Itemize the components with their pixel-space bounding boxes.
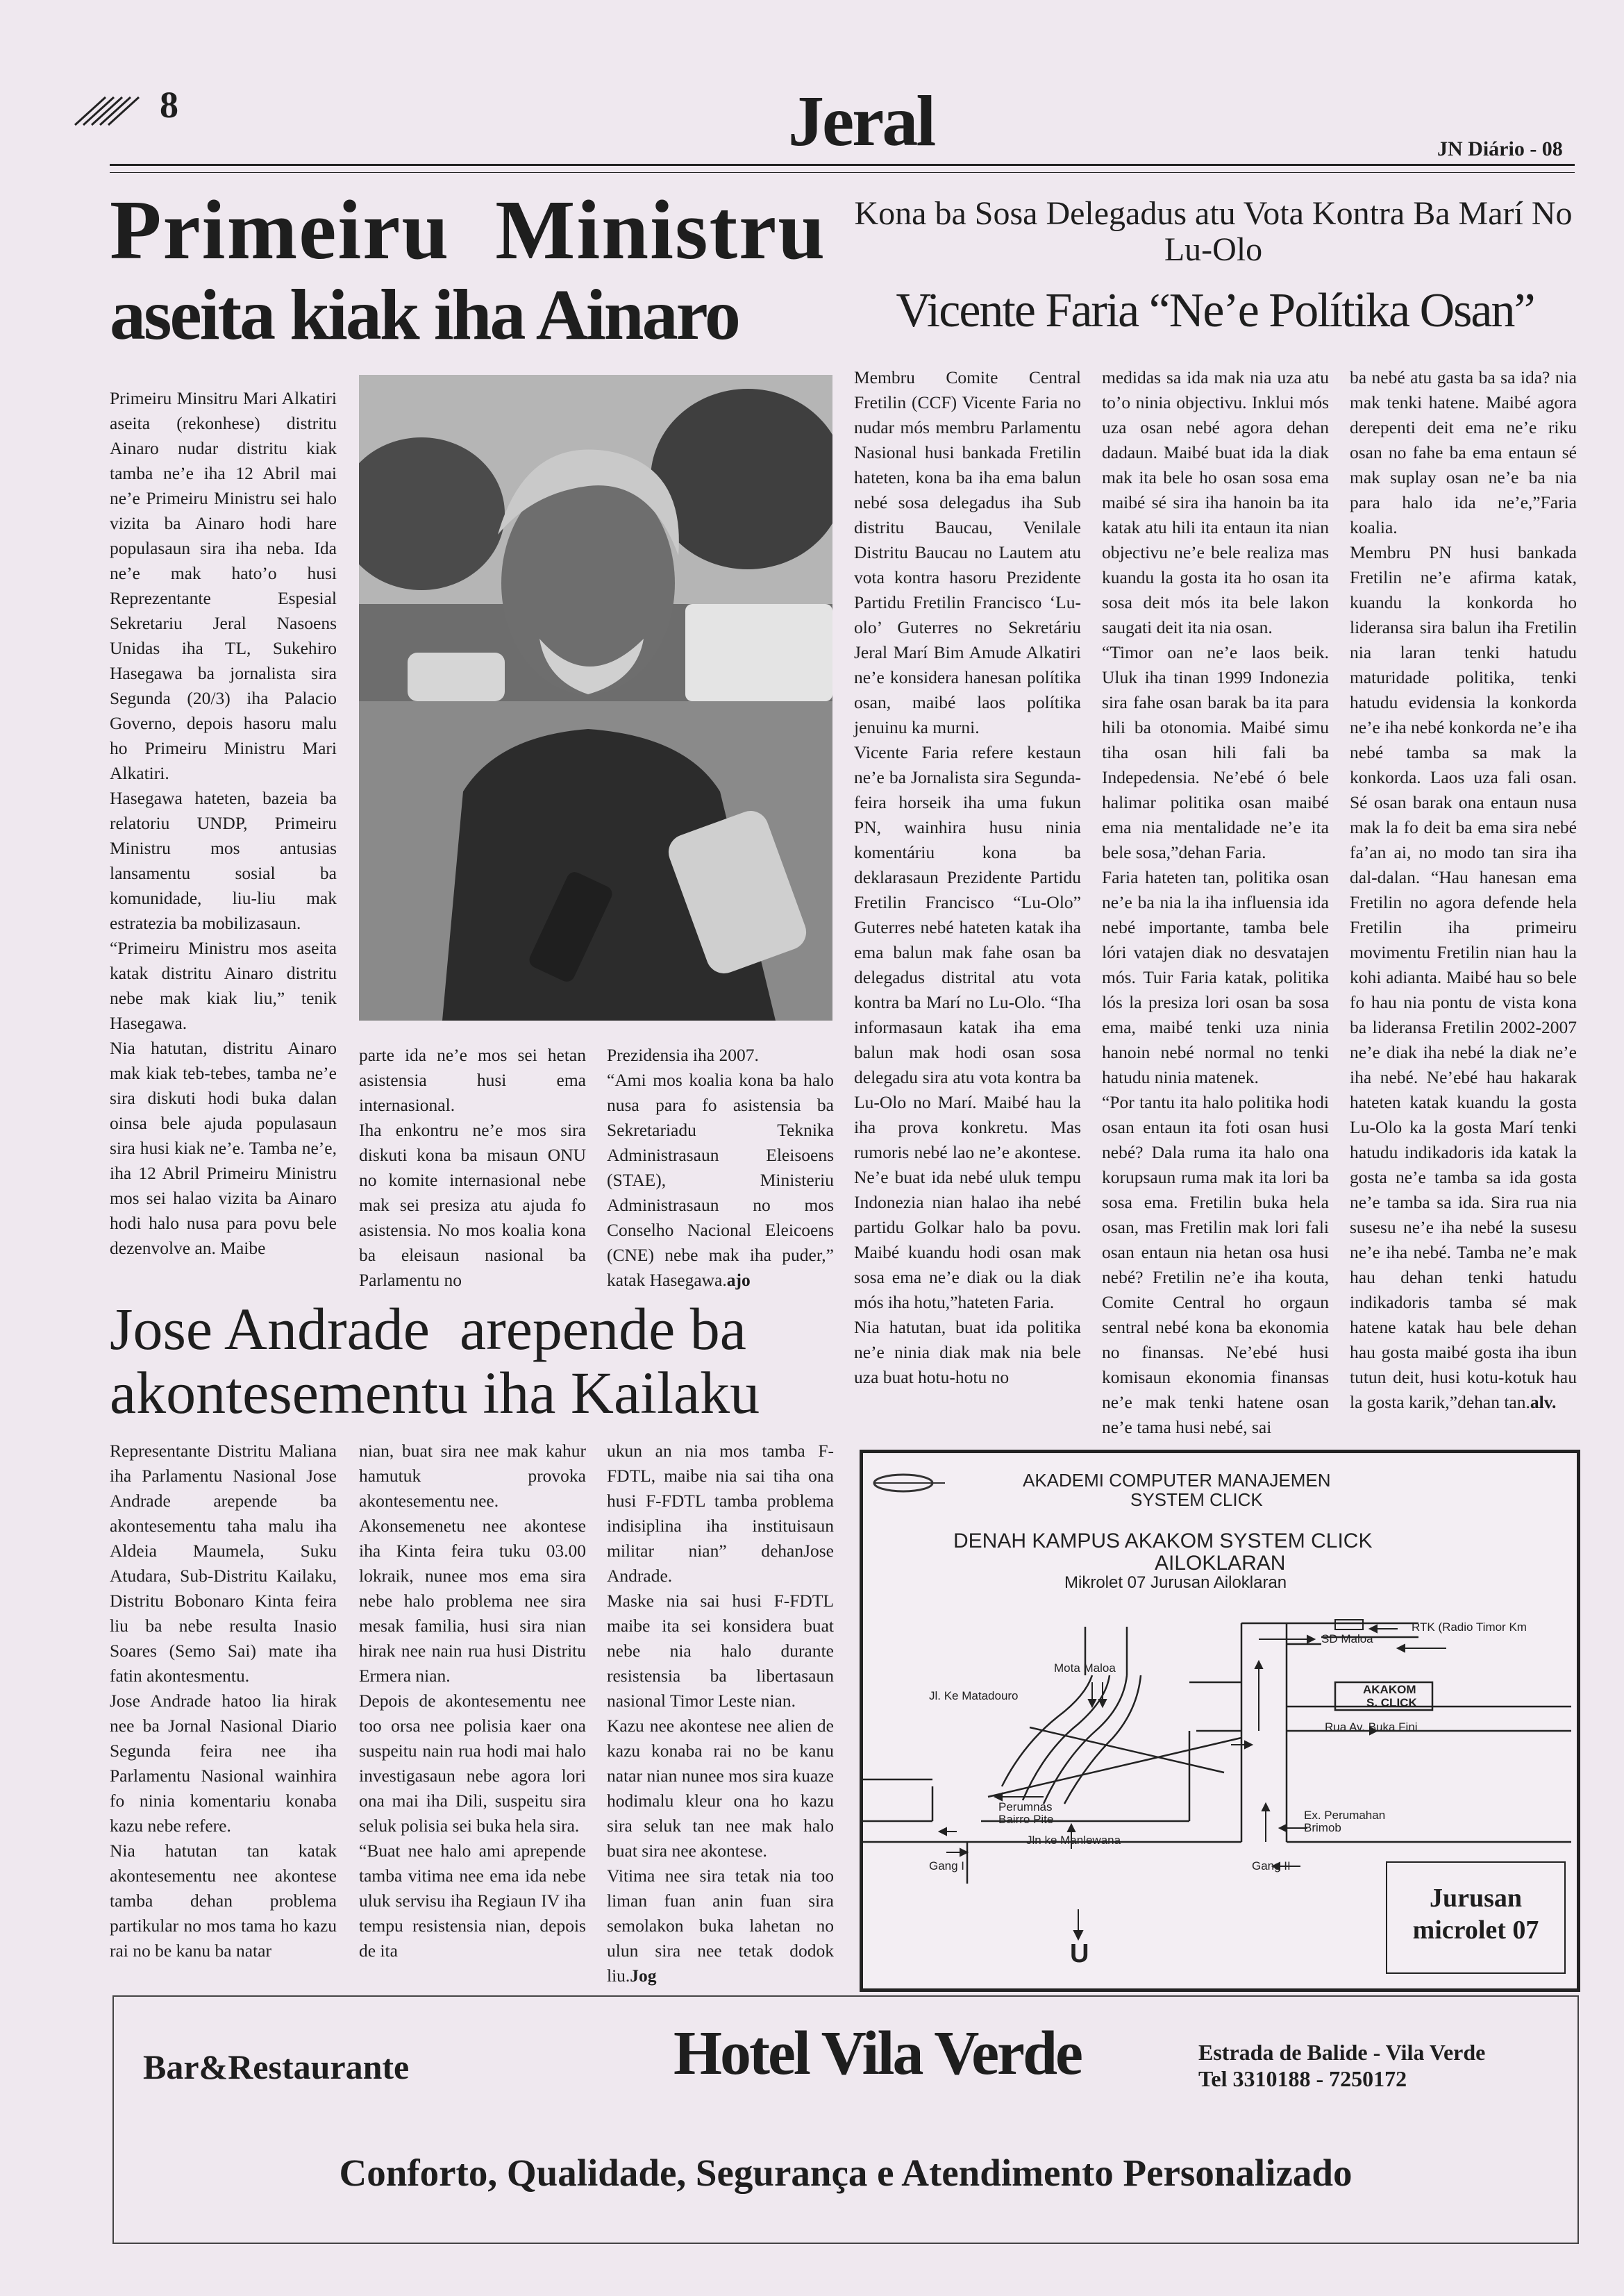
- map-subheading: Mikrolet 07 Jurusan Ailoklaran: [1064, 1573, 1287, 1592]
- campus-map-ad: [860, 1450, 1580, 1992]
- article3-headline: Jose Andrade arepende ba akontesementu iha Kailaku: [110, 1296, 760, 1426]
- map-heading2: AILOKLARAN: [1155, 1552, 1286, 1575]
- article2-kicker: Kona ba Sosa Delegadus atu Vota Kontra Ba Marí No Lu-Olo: [854, 195, 1573, 268]
- hotel-ad-slogan: Conforto, Qualidade, Segurança e Atendimento Personalizado: [339, 2152, 1353, 2194]
- article2-headline: Vicente Faria “Ne’e Polítika Osan”: [896, 284, 1534, 337]
- map-title1: AKADEMI COMPUTER MANAJEMEN: [1023, 1470, 1331, 1491]
- map-label-ex-perumahan1: Ex. Perumahan: [1304, 1809, 1386, 1822]
- header-rule-thin: [110, 172, 1575, 173]
- map-heading1: DENAH KAMPUS AKAKOM SYSTEM CLICK: [953, 1530, 1373, 1552]
- map-label-gang2: Gang II: [1252, 1859, 1291, 1872]
- map-label-gang1: Gang I: [929, 1859, 965, 1872]
- map-label-north: U: [1070, 1939, 1089, 1968]
- map-label-rua-buka-fini: Rua Av. Buka Fini: [1325, 1720, 1418, 1734]
- article2-col2: medidas sa ida mak nia uza atu to’o ninia objectivu. Inklui mós uza osan nebé agora dehan dadaun. Maibé buat ida la diak mak ita bele ho osan sosa ema maibé sé sira iha hanoin ba ita katak atu hili ita entaun ita nian objectivu ne’e bele realiza mas kuandu la gosta ita ho osan ita sosa deit mós ita bele lakon saugati deit ita nia osan. “Timor oan ne’e laos beik. Uluk iha tinan 1999 Indonezia sira fahe osan barak ba ita para hili ba otonomia. Maibé simu tiha osan hili fali ba Indepedensia. Ne’ebé ó bele halimar politika osan maibé ema nia mentalidade ne’e ita bele sosa,”dehan Faria. Faria hateten tan, politika osan ne’e ba nia la iha influensia ida nebé importante, tamba bele lóri vatajen diak no desvatajen mós. Tuir Faria katak, politika lós la presiza lori osan ba sosa ema, maibé tenki uza ninia hanoin nebé normal no tenki hatudu ninia matenek. “Por tantu ita halo politika hodi osan entaun ita foti osan husi nebé? Dala ruma ita halo ona korupsaun ruma mak ita lori ba sosa ema. Fretilin buka hela osan, mas Fretilin mak lori fali osan entaun nia hetan osa husi nebé? Fretilin ne’e iha kouta, Comite Central ho orgaun sentral nebé kona ba ekonomia no finansas. Ne’ebé husi komisaun ekonomia finansas ne’e mak tenki hatene osan ne’e tama husi nebé, sai: [1102, 367, 1329, 1437]
- hotel-ad-left: Bar&Restaurante: [143, 2047, 410, 2086]
- map-label-mota-maloa: Mota Maloa: [1054, 1661, 1116, 1675]
- article1-col2: parte ida ne’e mos sei hetan asistensia husi ema internasional. Iha enkontru ne’e mos sira diskuti kona ba misaun ONU no komite internasional nebe mak sei presiza atu ajuda fo asistensia. No mos koalia kona ba eleisaun nasional ba Parlamentu no: [359, 1045, 586, 1290]
- article1-col1: Primeiru Minsitru Mari Alkatiri aseita (rekonhese) distritu Ainaro nudar distritu kiak tamba ne’e iha 12 Abril mai ne’e Primeiru Ministru sei halo vizita ba Ainaro hodi hare populasaun sira iha neba. Ida ne’e mak hato’o husi Reprezentante Espesial Sekretariu Jeral Nasoens Unidas iha TL, Sukehiro Hasegawa ba jornalista sira Segunda (20/3) iha Palacio Governo, depois hasoru malu ho Primeiru Ministru Mari Alkatiri. Hasegawa hateten, bazeia ba relatoriu UNDP, Primeiru Ministru mos antusias lansamentu sosial ba komunidade, liu-liu mak estratezia ba mobilizasaun. “Primeiru Ministru mos aseita katak distritu Ainaro distritu nebe mak kiak liu,” tenik Hasegawa. Nia hatutan, distritu Ainaro mak kiak teb-tebes, tamba ne’e sira diskuti hodi buka dalan oinsa bele ajuda populasaun sira husi kiak ne’e. Tamba ne’e, iha 12 Abril Primeiru Ministru mos sei halao vizita ba Ainaro hodi halo nusa para povu bele dezenvolve an. Maibe: [110, 388, 337, 1258]
- hotel-ad-address: Estrada de Balide - Vila Verde: [1198, 2040, 1486, 2065]
- map-label-jl-matadouro: Jl. Ke Matadouro: [929, 1689, 1019, 1702]
- map-label-ex-perumahan2: Brimob: [1304, 1821, 1341, 1834]
- article3-byline: Jog: [630, 1966, 657, 1986]
- hotel-ad-phone: Tel 3310188 - 7250172: [1198, 2066, 1407, 2091]
- article2-col3: ba nebé atu gasta ba sa ida? nia mak tenki hatene. Maibé agora derepenti deit ema ne’e riku osan no fahe ba ema entaun sé mak suplay osan ne’e ba nia para halo ida ne’e,”Faria koalia. Membru PN husi bankada Fretilin ne’e afirma katak, kuandu la konkorda ho lideransa sira balun iha Fretilin nia laran tenki hatudu maturidade politika, tenki hatudu evidensia la konkorda ne’e iha nebé konkorda ne’e iha nebé tamba sa mak la konkorda. Laos uza fali osan. Sé osan barak ona entaun nusa mak la fo deit ba ema sira nebé fa’an ai, no modo tan sira iha dal-dalan. “Hau hanesan ema Fretilin no agora defende hela Fretilin iha primeiru movimentu Fretilin nian hau la kohi adianta. Maibé hau so bele fo hau nia pontu de vista kona ba lideransa Fretilin 2002-2007 ne’e diak iha nebé la diak ne’e iha nebé. Ne’ebé hau hakarak hateten katak kuandu la gosta Lu-Olo ka la gosta Marí tenki hatudu indikadoris ida katak la gosta ne’e tamba sa ida gosta ne’e tamba sa ida. Sira rua nia susesu ne’e iha nebé la susesu ne’e iha nebé. Tamba ne’e mak hau dehan tenki hatudu indikadoris tamba sé mak hatene katak hau bele dehan hau gosta maibé gosta iha ibun tutun deit, husi kotu-kotuk hau la gosta karik,”dehan tan.alv.: [1350, 367, 1577, 1412]
- article1-headline: Primeiru Ministru aseita kiak iha Ainaro: [110, 183, 827, 355]
- map-label-sd-maloa: SD Maloa: [1321, 1632, 1373, 1645]
- article1-byline: ajo: [726, 1270, 751, 1290]
- hotel-ad-name: Hotel Vila Verde: [673, 2019, 1081, 2088]
- article2-col1: Membru Comite Central Fretilin (CCF) Vicente Faria no nudar mós membru Parlamentu Nasional husi bankada Fretilin hateten, kona ba iha ema balun nebé sosa delegadus iha Sub distritu Baucau, Venilale Distritu Baucau no Lautem atu vota kontra hasoru Prezidente Partidu Fretilin Francisco ‘Lu-olo’ Guterres no Sekretáriu Jeral Marí Bim Amude Alkatiri ne’e konsidera hanesan polítika osan, maibé laos polítika jenuinu ka murni. Vicente Faria refere kestaun ne’e ba Jornalista sira Segunda-feira horseik iha uma fukun PN, wainhira husu ninia komentáriu kona ba deklarasaun Prezidente Partidu Fretilin Francisco “Lu-Olo” Guterres nebé hateten katak iha ema balun mak fahe osan ba delegadus distrital atu vota kontra ba Marí no Lu-Olo. “Iha informasaun katak iha ema balun mak hodi osan sosa delegadu sira atu vota kontra ba Lu-Olo no Marí. Maibé hau la iha prova konkretu. Mas rumoris nebé lao ne’e akontese. Ne’e buat ida nebé uluk tempu Indonezia nian halao iha nebé partidu Golkar halo ba povu. Maibé kuandu hodi osan mak sosa ema ne’e diak ou la diak mós iha hotu,”hateten Faria. Nia hatutan, buat ida politika ne’e ninia diak mak nia bele uza buat hotu-hotu no: [854, 367, 1081, 1387]
- map-label-perumnas1: Perumnas: [998, 1800, 1053, 1813]
- map-label-akakom2: S. CLICK: [1366, 1696, 1417, 1709]
- article2-byline: alv.: [1530, 1392, 1557, 1412]
- jurusan-box: Jurusan microlet 07: [1386, 1861, 1566, 1974]
- map-title2: SYSTEM CLICK: [1130, 1489, 1263, 1510]
- map-label-perumnas2: Bairro Pite: [998, 1813, 1054, 1826]
- page-number: 8: [160, 84, 178, 126]
- map-label-akakom1: AKAKOM: [1363, 1683, 1416, 1696]
- map-arrows: [939, 1625, 1446, 1939]
- article3-col1: Representante Distritu Maliana iha Parlamentu Nasional Jose Andrade arepende ba akontesementu taha malu iha Aldeia Maumela, Suku Atudara, Sub-Distritu Kailaku, Distritu Bobonaro Kinta feira liu ba nebe resulta Inasio Soares (Semo Sai) mate iha fatin akontesmentu. Jose Andrade hatoo lia hirak nee ba Jornal Nasional Diario Segunda feira nee iha Parlamentu Nasional wainhira fo ninia komentariu konaba kazu nebe refere. Nia hatutan tan katak akontesementu nee akontese tamba dehan problema partikular no mos tama ho kazu rai no be kanu ba natar: [110, 1441, 337, 1961]
- section-title: Jeral: [788, 81, 935, 161]
- map-label-rtk: RTK (Radio Timor Km: [1412, 1620, 1527, 1634]
- header-rule: [110, 164, 1575, 166]
- hotel-ad: [112, 1995, 1579, 2244]
- news-photo: [359, 375, 832, 1021]
- edition-label: JN Diário - 08: [1437, 137, 1563, 160]
- article3-col3: ukun an nia mos tamba F-FDTL, maibe nia sai tiha ona husi F-FDTL tamba problema indisiplina iha instituisaun militar nian” dehanJose Andrade. Maske nia sai husi F-FDTL maibe ita sei konsidera buat nebe nia halo durante resistensia ba libertasaun nasional Timor Leste nian. Kazu nee akontese nee alien de kazu konaba rai no be kanu natar nian nunee mos sira kuaze hodimalu kleur ona ho kazu sira seluk tan nee mak halo buat sira nee akontese. Vitima nee sira tetak nia too liman fuan anin fuan sira semolakon buka lahetan no ulun sira nee tetak dodok liu.Jog: [607, 1441, 834, 1986]
- man-portrait-photo: [359, 375, 832, 1021]
- map-label-jln-manlewana: Jln ke Manlewana: [1026, 1834, 1121, 1847]
- article3-col2: nian, buat sira nee mak kahur hamutuk provoka akontesementu nee. Akonsemenetu nee akontese iha Kinta feira tuku 03.00 lokraik, nunee mos ema sira nebe halo problema nee sira mesak familia, husi sira nian hirak nee nain rua husi Distritu Ermera nian. Depois de akontesementu nee too orsa nee polisia kaer ona suspeitu nain rua hodi mai halo investigasaun nebe agora lori ona mai iha Dili, suspeitu sira seluk polisia sei buka hela sira. “Buat nee halo ami aprepende tamba vitima nee ema ida nebe uluk servisu iha Regiaun IV iha tempu resistensia nian, depois de ita: [359, 1441, 586, 1961]
- article1-col3: Prezidensia iha 2007. “Ami mos koalia kona ba halo nusa para fo asistensia ba Sekretariadu Teknika Administrasaun Eleisoens (STAE), Ministeriu Administrasaun no mos Conselho Nacional Eleicoens (CNE) nebe mak iha puder,” katak Hasegawa.ajo: [607, 1045, 834, 1290]
